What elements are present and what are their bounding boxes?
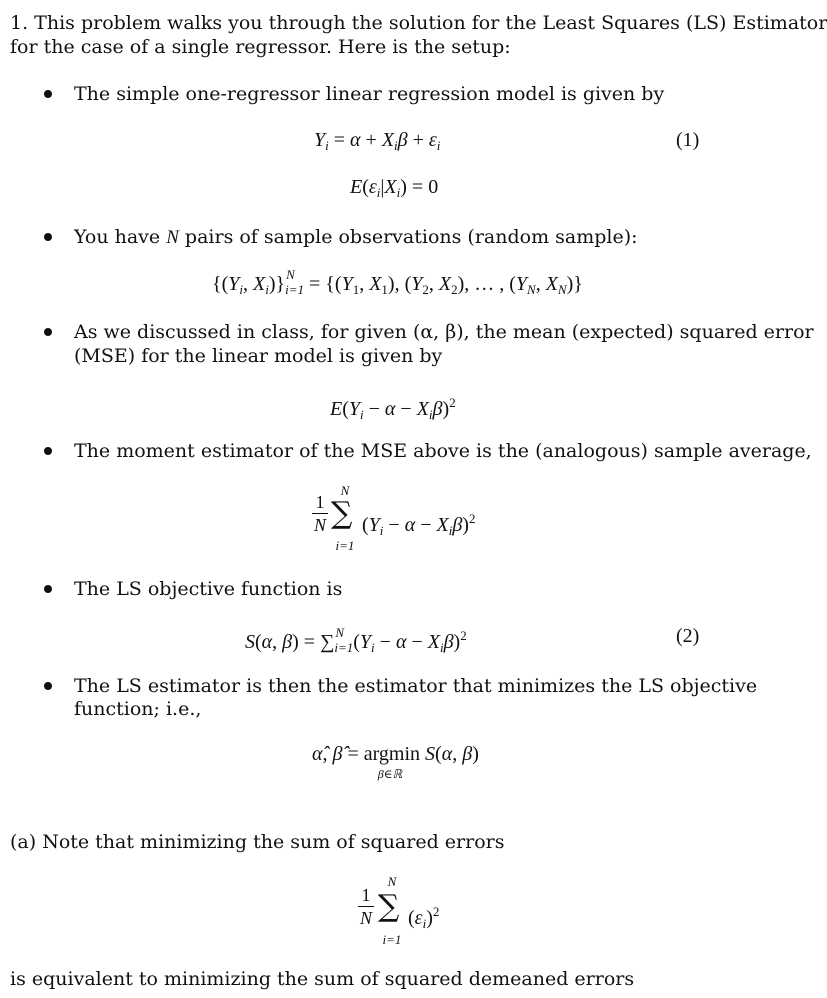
bullet-dot (44, 90, 52, 98)
problem-intro-line-1: 1. This problem walks you through the solution for the Least Squares (LS) Estimator (10, 12, 827, 34)
equation-model: $Y_i = \alpha + X_i\beta + \varepsilon_i$ (314, 129, 441, 153)
equation-mse: $E(Y_i - \alpha - X_i\beta)^2$ (330, 395, 456, 422)
equation-argmin: α̂, β̂ = argmin β∈ℝ S(α, β) (312, 743, 479, 781)
bullet-estimator-text-line-1: The LS estimator is then the estimator that minimizes the LS objective (74, 675, 758, 697)
bullet-mse-text-line-1: As we discussed in class, for given (α, β), the mean (expected) squared error (74, 321, 814, 343)
fraction-one-over-n: 1 N (313, 492, 326, 535)
bullet-mse-text-line-2: (MSE) for the linear model is given by (74, 345, 443, 367)
bullet-dot (44, 447, 52, 455)
bullet-sample-text: You have N pairs of sample observations (random sample): (74, 226, 638, 248)
sum-upper-limit: N (387, 874, 397, 889)
equation-sample: {($Y_i$, $X_i$)} N $_{i=1} = \{(Y_1$, $X_1$), ($Y_2$, $X_2$), … , ($Y_N$, $X_N$)} (212, 267, 583, 297)
bullet-dot (44, 233, 52, 241)
summation-symbol: ∑ (378, 889, 400, 924)
bullet-moment-text: The moment estimator of the MSE above is the (analogous) sample average, (74, 440, 812, 462)
fraction-one-over-n: 1 N (359, 885, 372, 928)
equation-sample-average: $(Y_i - \alpha - X_i\beta)^2$ (362, 511, 476, 538)
sum-lower-limit: i=1 (382, 932, 402, 947)
bullet-estimator-text-line-2: function; i.e., (74, 698, 202, 720)
bullet-dot (44, 682, 52, 690)
equation-number-1: (1) (676, 129, 700, 151)
summation-symbol: ∑ (331, 496, 353, 531)
problem-intro-line-2: for the case of a single regressor. Here is the setup: (10, 36, 511, 58)
bullet-model-text: The simple one-regressor linear regression model is given by (74, 83, 665, 105)
part-a-text-line-1: (a) Note that minimizing the sum of squared errors (10, 831, 505, 853)
equation-objective: S(α, β) = ∑ N $_{i=1}(Y_i - \alpha - X_i\beta)^2$ (245, 625, 467, 655)
part-a-text-line-2: is equivalent to minimizing the sum of squared demeaned errors (10, 968, 635, 990)
sum-lower-limit: i=1 (335, 538, 355, 553)
bullet-dot (44, 585, 52, 593)
equation-exogeneity: $E(\varepsilon_i|X_i) = 0$ (350, 176, 439, 200)
sum-upper-limit: N (340, 483, 350, 498)
equation-number-2: (2) (676, 625, 700, 647)
bullet-objective-text: The LS objective function is (74, 578, 343, 600)
bullet-dot (44, 328, 52, 336)
equation-sum-squared-errors: $(\varepsilon_i)^2$ (408, 904, 440, 931)
